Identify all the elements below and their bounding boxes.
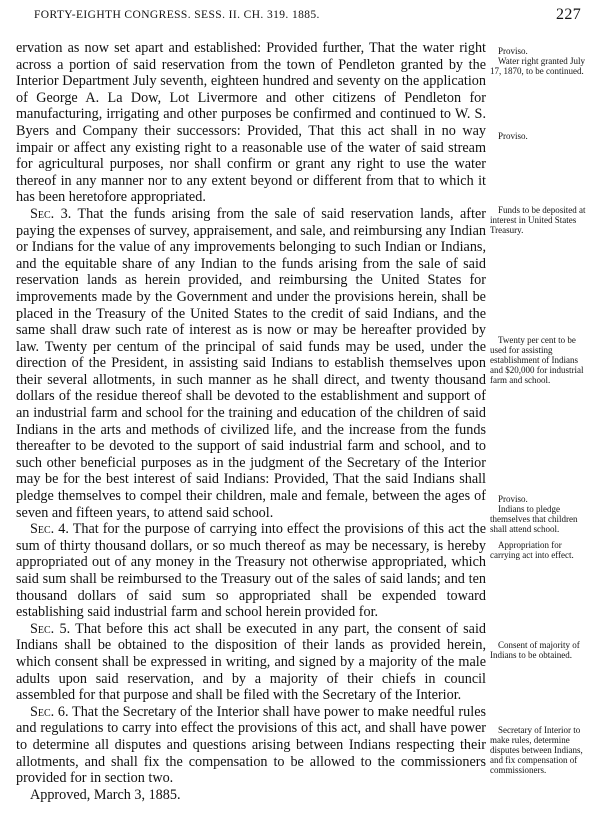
paragraph-text: ervation as now set apart and established: Provided further, That the water right across a portion of said reservation from the town of Pendleton granted by the Interior Department July seventh, eighteen hundred and seventy on the application of George A. La Dow, Lot Livermore and other citizens of Pendleton for manufacturing, irrigating and other purposes be confirmed and continued to W. S. Byers and Company their successors: Provided, That this act shall in no way impair or affect any existing right to a reasonable use of the water of said stream for agricultural purposes, nor shall confirm or grant any right to use the water thereof in any manner nor to any extent beyond or different from that to which it has been heretofore appropriated. [16, 40, 486, 206]
margin-note-body: Twenty per cent to be used for assisting establishment of Indians and $20,000 for industrial farm and school. [490, 335, 584, 385]
margin-note-head: Proviso. [498, 46, 528, 56]
margin-note-body: Water right granted July 17, 1870, to be continued. [490, 56, 585, 76]
margin-note-head: Proviso. [498, 494, 528, 504]
margin-note-water-right [490, 46, 590, 76]
margin-note-funds [490, 205, 590, 235]
running-header [0, 8, 600, 26]
page-number: 227 [556, 6, 582, 23]
section-label: Sec. 5. [30, 620, 71, 637]
margin-note-body: Appropriation for carrying act into effect. [490, 540, 574, 560]
paragraph-text: That the Secretary of the Interior shall have power to make needful rules and regulations to carry into effect the provisions of this act, and shall have power to determine all disputes and questions arising between Indians respecting their allotments, and shall fix the compensation to be allowed to the commissioners provided for in section two. [16, 703, 487, 787]
section-label: Sec. 4. [30, 521, 69, 538]
margin-note-body: Funds to be deposited at interest in United States Treasury. [490, 205, 586, 235]
margin-note-appropriation [490, 540, 590, 560]
margin-note-pledge [490, 494, 590, 534]
margin-note-proviso [490, 131, 590, 141]
margin-note-consent [490, 640, 590, 660]
section-4 [16, 521, 486, 621]
running-title: FORTY-EIGHTH CONGRESS. SESS. II. CH. 319. 1885. [34, 9, 320, 21]
margin-note-body: Indians to pledge themselves that children shall attend school. [490, 504, 578, 534]
margin-note-head: Proviso. [498, 131, 528, 141]
margin-note-twenty-per-cent [490, 335, 590, 385]
section-5 [16, 621, 486, 704]
section-6 [16, 704, 486, 787]
section-3 [16, 206, 486, 521]
section-label: Sec. 6. [30, 703, 69, 720]
paragraph-text: That for the purpose of carrying into effect the provisions of this act the sum of thirty thousand dollars, or so much thereof as may be necessary, is hereby appropriated out of any money in the Treasury not otherwise appropriated, which said sum shall be reimbursed to the Treasury out of the sales of said lands; and ten thousand dollars of said sum so appropriated shall be expended toward establishing said industrial farm and school herein provided for. [16, 521, 486, 621]
margin-note-body: Consent of majority of Indians to be obtained. [490, 640, 580, 660]
approval-line: Approved, March 3, 1885. [30, 786, 181, 803]
paragraph-text: That before this act shall be executed in any part, the consent of said Indians shall be obtained to the disposition of their lands as provided herein, which consent shall be expressed in writing, and signed by a majority of the male adults upon said reservation, and by a majority of their chiefs in council assembled for that purpose and shall be filed with the Secretary of the Interior. [16, 620, 486, 704]
statute-text [16, 40, 486, 803]
margin-note-body: Secretary of Interior to make rules, determine disputes between Indians, and fix compensation of commissioners. [490, 725, 583, 775]
paragraph-text: That the funds arising from the sale of said reservation lands, after paying the expenses of survey, appraisement, and sale, and reimbursing any Indian or Indians for the value of any improvements belonging to such Indian or Indians, and the equitable share of any Indian to the funds arising from the sale of said reservation lands as herein provided, and reimbursing the United States for improvements made by the Government and under the provisions herein, shall be placed in the Treasury of the United States to the credit of said Indians, and the same shall draw such rate of interest as is now or may be hereafter provided by law. Twenty per centum of the principal of said funds may be used, under the direction of the President, in assisting said Indians to establish themselves upon their several allotments, in such manner as he shall direct, and twenty thousand dollars of the residue thereof shall be devoted to the establishment and support of an industrial farm and school for the training and education of the children of said Indians in the arts and methods of civilized life, and the increase from the funds thereafter to be devoted to the support of said industrial farm and school, and to such other beneficial purposes as in the judgment of the Secretary of the Interior may be for the best interest of said Indians: Provided, That the said Indians shall pledge themselves to compel their children, male and female, between the ages of seven and fifteen years, to attend said school. [16, 205, 486, 521]
paragraph-continuation [16, 40, 486, 206]
margin-note-secretary [490, 725, 590, 775]
section-label: Sec. 3. [30, 205, 72, 222]
